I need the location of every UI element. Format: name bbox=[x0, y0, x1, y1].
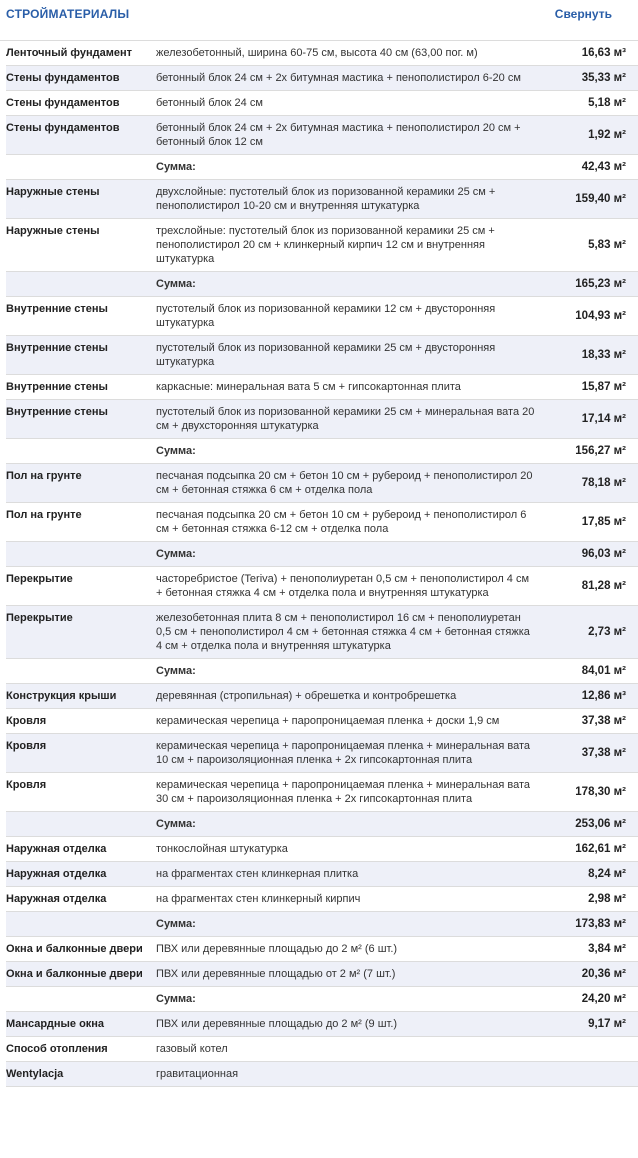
row-description: гравитационная bbox=[156, 1062, 542, 1087]
sum-label: Сумма: bbox=[156, 272, 542, 297]
table-row bbox=[6, 503, 638, 542]
row-name: Конструкция крыши bbox=[6, 684, 156, 709]
row-value: 165,23 м² bbox=[542, 272, 638, 297]
row-value: 162,61 м² bbox=[542, 837, 638, 862]
table-row bbox=[6, 684, 638, 709]
sum-row bbox=[6, 912, 638, 937]
row-name: Перекрытие bbox=[6, 567, 156, 606]
sum-label: Сумма: bbox=[156, 987, 542, 1012]
row-name: Стены фундаментов bbox=[6, 66, 156, 91]
row-name: Кровля bbox=[6, 709, 156, 734]
row-name: Внутренние стены bbox=[6, 400, 156, 439]
row-value: 2,98 м² bbox=[542, 887, 638, 912]
row-value: 15,87 м² bbox=[542, 375, 638, 400]
sum-row bbox=[6, 987, 638, 1012]
row-value: 18,33 м² bbox=[542, 336, 638, 375]
row-name: Окна и балконные двери bbox=[6, 962, 156, 987]
row-name: Пол на грунте bbox=[6, 464, 156, 503]
row-description: тонкослойная штукатурка bbox=[156, 837, 542, 862]
row-value: 159,40 м² bbox=[542, 180, 638, 219]
row-description: керамическая черепица + паропроницаемая пленка + минеральная вата 10 см + пароизоляционная пленка + 2х гипсокартонная плита bbox=[156, 734, 542, 773]
row-name: Окна и балконные двери bbox=[6, 937, 156, 962]
table-row bbox=[6, 400, 638, 439]
row-value: 9,17 м² bbox=[542, 1012, 638, 1037]
row-name: Наружные стены bbox=[6, 180, 156, 219]
row-name: Wentylacja bbox=[6, 1062, 156, 1087]
row-value: 104,93 м² bbox=[542, 297, 638, 336]
table-row bbox=[6, 180, 638, 219]
table-row bbox=[6, 91, 638, 116]
row-description: часторебристое (Teriva) + пенополиуретан 0,5 см + пенополистирол 4 см + бетонная стяжка 4 см + отделка пола и внутренняя штукатурка bbox=[156, 567, 542, 606]
sum-label: Сумма: bbox=[156, 812, 542, 837]
row-description: железобетонная плита 8 см + пенополистирол 16 см + пенополиуретан 0,5 см + пенополистирол 4 см + бетонная стяжка 4 см + бетонная стяжка 4 см + отделка пола и внутренняя штукатурка bbox=[156, 606, 542, 659]
table-row bbox=[6, 116, 638, 155]
table-row bbox=[6, 297, 638, 336]
row-name: Наружная отделка bbox=[6, 837, 156, 862]
row-name: Внутренние стены bbox=[6, 336, 156, 375]
row-name bbox=[6, 155, 156, 180]
sum-label: Сумма: bbox=[156, 155, 542, 180]
row-description: керамическая черепица + паропроницаемая пленка + минеральная вата 30 см + пароизоляционная пленка + 2х гипсокартонная плита bbox=[156, 773, 542, 812]
row-value: 81,28 м² bbox=[542, 567, 638, 606]
row-value: 78,18 м² bbox=[542, 464, 638, 503]
row-name bbox=[6, 912, 156, 937]
table-row bbox=[6, 41, 638, 66]
row-description: газовый котел bbox=[156, 1037, 542, 1062]
sum-row bbox=[6, 439, 638, 464]
row-description: пустотелый блок из поризованной керамики 25 см + двусторонняя штукатурка bbox=[156, 336, 542, 375]
row-value: 12,86 м³ bbox=[542, 684, 638, 709]
row-value: 253,06 м² bbox=[542, 812, 638, 837]
sum-row bbox=[6, 812, 638, 837]
row-name: Мансардные окна bbox=[6, 1012, 156, 1037]
sum-label: Сумма: bbox=[156, 912, 542, 937]
row-value: 37,38 м² bbox=[542, 709, 638, 734]
collapse-link[interactable]: Свернуть bbox=[554, 7, 612, 21]
row-value: 16,63 м³ bbox=[542, 41, 638, 66]
row-name: Способ отопления bbox=[6, 1037, 156, 1062]
table-row bbox=[6, 962, 638, 987]
row-description: каркасные: минеральная вата 5 см + гипсокартонная плита bbox=[156, 375, 542, 400]
table-row bbox=[6, 709, 638, 734]
row-description: пустотелый блок из поризованной керамики 25 см + минеральная вата 20 см + двухсторонняя штукатурка bbox=[156, 400, 542, 439]
row-name bbox=[6, 812, 156, 837]
table-row bbox=[6, 464, 638, 503]
row-name bbox=[6, 987, 156, 1012]
row-description: пустотелый блок из поризованной керамики 12 см + двусторонняя штукатурка bbox=[156, 297, 542, 336]
row-value: 156,27 м² bbox=[542, 439, 638, 464]
row-value: 5,18 м² bbox=[542, 91, 638, 116]
row-name bbox=[6, 542, 156, 567]
row-description: железобетонный, ширина 60-75 см, высота 40 см (63,00 пог. м) bbox=[156, 41, 542, 66]
section-title: СТРОЙМАТЕРИАЛЫ bbox=[6, 7, 130, 21]
row-description: бетонный блок 24 см + 2х битумная мастика + пенополистирол 6-20 см bbox=[156, 66, 542, 91]
row-name bbox=[6, 272, 156, 297]
row-description: бетонный блок 24 см + 2х битумная мастика + пенополистирол 20 см + бетонный блок 12 см bbox=[156, 116, 542, 155]
row-name: Перекрытие bbox=[6, 606, 156, 659]
row-description: двухслойные: пустотелый блок из поризованной керамики 25 см + пенополистирол 10-20 см и внутренняя штукатурка bbox=[156, 180, 542, 219]
row-value: 2,73 м² bbox=[542, 606, 638, 659]
table-row bbox=[6, 1012, 638, 1037]
table-row bbox=[6, 1062, 638, 1087]
sum-label: Сумма: bbox=[156, 439, 542, 464]
row-description: бетонный блок 24 см bbox=[156, 91, 542, 116]
table-row bbox=[6, 837, 638, 862]
row-description: песчаная подсыпка 20 см + бетон 10 см + рубероид + пенополистирол 6 см + бетонная стяжка 6-12 см + отделка пола bbox=[156, 503, 542, 542]
sum-label: Сумма: bbox=[156, 659, 542, 684]
row-name: Внутренние стены bbox=[6, 297, 156, 336]
materials-table bbox=[6, 41, 638, 1087]
row-name: Наружная отделка bbox=[6, 862, 156, 887]
row-name bbox=[6, 439, 156, 464]
table-row bbox=[6, 937, 638, 962]
sum-row bbox=[6, 272, 638, 297]
table-row bbox=[6, 336, 638, 375]
table-row bbox=[6, 1037, 638, 1062]
row-name: Наружная отделка bbox=[6, 887, 156, 912]
row-description: трехслойные: пустотелый блок из поризованной керамики 25 см + пенополистирол 20 см + клинкерный кирпич 12 см и внутренняя штукатурка bbox=[156, 219, 542, 272]
row-value: 20,36 м² bbox=[542, 962, 638, 987]
row-value: 84,01 м² bbox=[542, 659, 638, 684]
row-name: Ленточный фундамент bbox=[6, 41, 156, 66]
row-value: 173,83 м² bbox=[542, 912, 638, 937]
sum-row bbox=[6, 542, 638, 567]
table-row bbox=[6, 567, 638, 606]
row-description: на фрагментах стен клинкерный кирпич bbox=[156, 887, 542, 912]
row-name: Кровля bbox=[6, 773, 156, 812]
row-name: Кровля bbox=[6, 734, 156, 773]
row-value: 5,83 м² bbox=[542, 219, 638, 272]
row-value: 1,92 м² bbox=[542, 116, 638, 155]
row-description: ПВХ или деревянные площадью от 2 м² (7 шт.) bbox=[156, 962, 542, 987]
materials-table-body bbox=[6, 41, 638, 1087]
table-row bbox=[6, 734, 638, 773]
table-row bbox=[6, 887, 638, 912]
row-name: Стены фундаментов bbox=[6, 116, 156, 155]
row-name bbox=[6, 659, 156, 684]
sum-label: Сумма: bbox=[156, 542, 542, 567]
row-value: 17,14 м² bbox=[542, 400, 638, 439]
row-description: на фрагментах стен клинкерная плитка bbox=[156, 862, 542, 887]
table-row bbox=[6, 606, 638, 659]
row-value: 42,43 м² bbox=[542, 155, 638, 180]
row-value bbox=[542, 1062, 638, 1087]
sum-row bbox=[6, 659, 638, 684]
row-value: 96,03 м² bbox=[542, 542, 638, 567]
row-name: Стены фундаментов bbox=[6, 91, 156, 116]
row-description: ПВХ или деревянные площадью до 2 м² (6 шт.) bbox=[156, 937, 542, 962]
row-description: керамическая черепица + паропроницаемая пленка + доски 1,9 см bbox=[156, 709, 542, 734]
row-name: Внутренние стены bbox=[6, 375, 156, 400]
row-name: Наружные стены bbox=[6, 219, 156, 272]
row-description: песчаная подсыпка 20 см + бетон 10 см + рубероид + пенополистирол 20 см + бетонная стяжка 6 см + отделка пола bbox=[156, 464, 542, 503]
table-row bbox=[6, 773, 638, 812]
table-row bbox=[6, 219, 638, 272]
row-value: 8,24 м² bbox=[542, 862, 638, 887]
row-value: 178,30 м² bbox=[542, 773, 638, 812]
row-value: 37,38 м² bbox=[542, 734, 638, 773]
row-value bbox=[542, 1037, 638, 1062]
table-row bbox=[6, 66, 638, 91]
table-row bbox=[6, 862, 638, 887]
row-name: Пол на грунте bbox=[6, 503, 156, 542]
table-row bbox=[6, 375, 638, 400]
row-value: 3,84 м² bbox=[542, 937, 638, 962]
row-description: деревянная (стропильная) + обрешетка и контробрешетка bbox=[156, 684, 542, 709]
row-description: ПВХ или деревянные площадью до 2 м² (9 шт.) bbox=[156, 1012, 542, 1037]
section-header bbox=[0, 0, 638, 41]
row-value: 35,33 м² bbox=[542, 66, 638, 91]
sum-row bbox=[6, 155, 638, 180]
row-value: 24,20 м² bbox=[542, 987, 638, 1012]
row-value: 17,85 м² bbox=[542, 503, 638, 542]
